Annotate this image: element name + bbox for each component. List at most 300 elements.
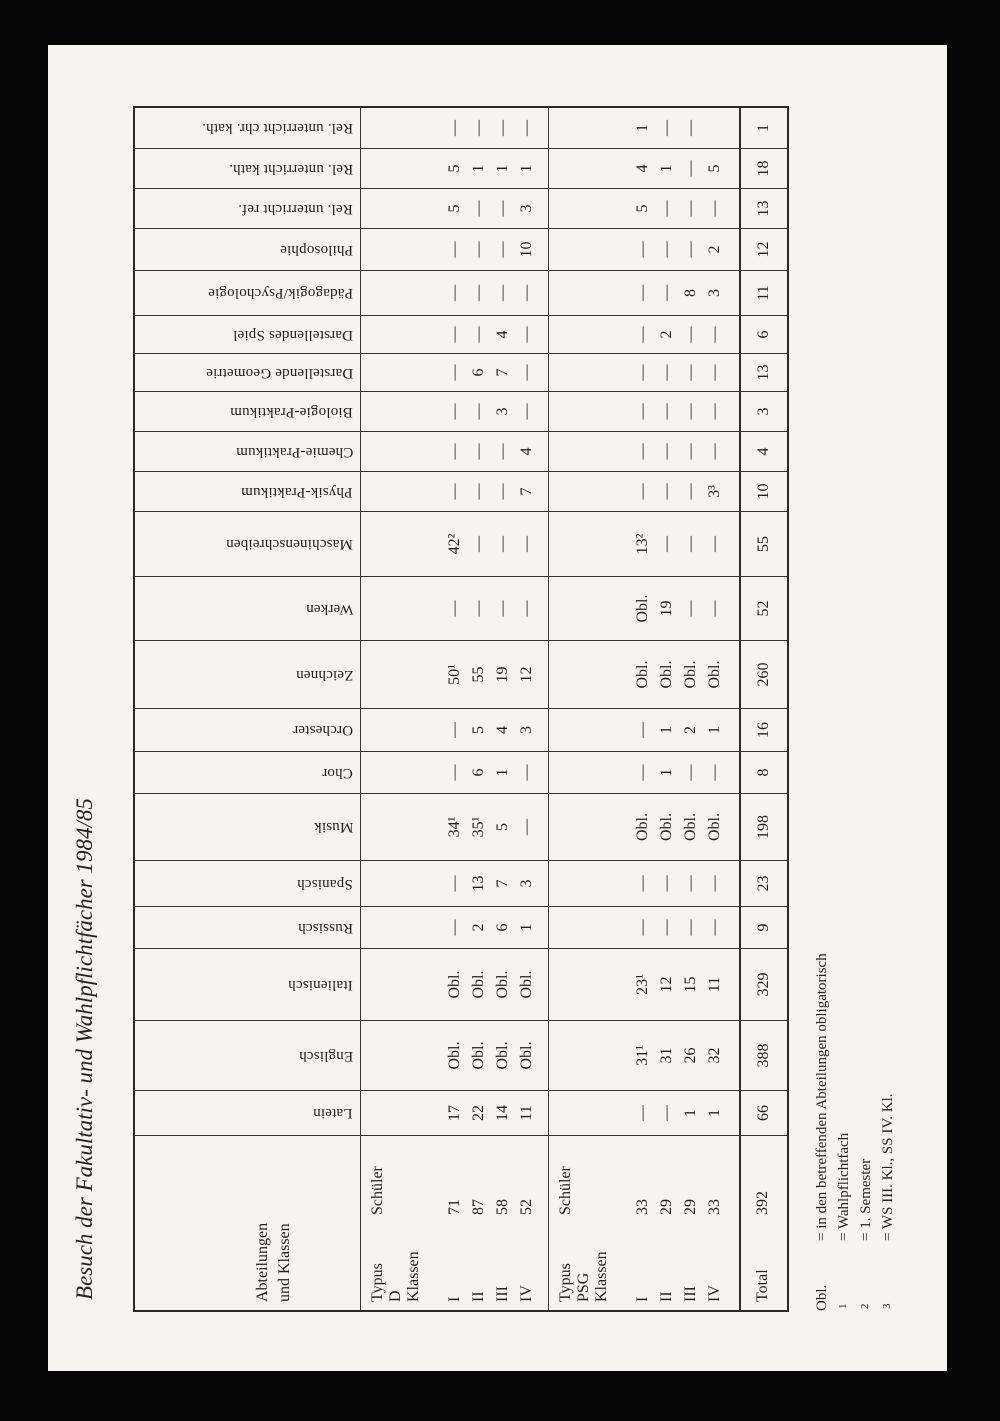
cell-value: 5	[634, 204, 651, 213]
section-line	[369, 1136, 387, 1310]
cell-value: Obl.	[682, 813, 699, 841]
cell-value: —	[682, 160, 699, 177]
cell-value: 6	[470, 768, 487, 777]
footnote-term: 1	[837, 1303, 849, 1309]
cell-value: 1	[658, 164, 675, 173]
cell-value: Obl.	[658, 813, 675, 841]
stub-header	[135, 1135, 361, 1310]
cell-value: —	[682, 241, 699, 258]
class-line	[467, 1136, 491, 1310]
cell-value: 5	[446, 204, 463, 213]
cell-value: 32	[706, 1047, 723, 1064]
cell-value: —	[682, 483, 699, 500]
column-total-value: 198	[755, 815, 772, 839]
column-header-label: Chemie-Praktikum	[235, 444, 353, 460]
value-cell	[361, 948, 549, 1020]
cell-value: Obl.	[518, 970, 535, 999]
column-total	[741, 948, 787, 1020]
cell-value: —	[706, 200, 723, 217]
column-header	[135, 391, 361, 431]
cell-value: —	[518, 364, 535, 381]
cell-value: —	[446, 764, 463, 781]
column-total-value: 13	[755, 200, 772, 217]
cell-value: —	[682, 403, 699, 420]
cell-value: —	[634, 443, 651, 460]
cell-value: 2	[682, 726, 699, 734]
cell-value: —	[634, 241, 651, 258]
cell-value: 10	[518, 241, 535, 258]
klassen-label: Klassen	[593, 1251, 610, 1302]
cell-value: Obl.	[706, 813, 723, 841]
value-cell	[549, 431, 741, 471]
value-cell	[361, 188, 549, 228]
class-line	[679, 1136, 703, 1310]
column-total	[741, 793, 787, 860]
cell-value: Obl.	[494, 1041, 511, 1070]
cell-value: Obl.	[470, 970, 487, 999]
cell-value: —	[682, 120, 699, 136]
spacer	[423, 1136, 443, 1310]
document-page	[48, 45, 947, 1371]
footnote-definition: = WS III. Kl., SS IV. Kl.	[880, 1093, 896, 1241]
cell-value: —	[470, 326, 487, 343]
column-header	[135, 511, 361, 576]
cell-value: 4	[494, 330, 511, 339]
column-header-label: Chor	[322, 765, 353, 781]
column-total	[741, 188, 787, 228]
schueler-label: Schüler	[557, 1166, 574, 1215]
cell-value: —	[658, 483, 675, 500]
value-cell	[361, 1090, 549, 1135]
column-header-label: Orchester	[292, 722, 353, 739]
cell-value: —	[706, 875, 723, 892]
cell-value: —	[634, 483, 651, 500]
section-line	[575, 1136, 593, 1310]
cell-value: —	[658, 536, 675, 552]
value-cell	[361, 708, 549, 751]
value-cell	[549, 948, 741, 1020]
column-total-value: 66	[755, 1105, 772, 1121]
value-cell	[361, 860, 549, 906]
cell-value: 1	[682, 1109, 699, 1117]
column-header	[135, 431, 361, 471]
column-total	[741, 708, 787, 751]
cell-value: —	[658, 403, 675, 420]
cell-value: Obl.	[494, 970, 511, 999]
value-cell	[361, 793, 549, 860]
page-title: Besuch der Fakultativ- und Wahlpflichtfächer 1984/85	[72, 798, 97, 1300]
cell-value: —	[706, 364, 723, 381]
cell-value: 26	[682, 1047, 699, 1064]
cell-value: —	[494, 483, 511, 500]
value-cell	[361, 315, 549, 353]
cell-value: 7	[494, 879, 511, 888]
value-cell	[549, 148, 741, 188]
cell-value: Obl.	[682, 660, 699, 689]
cell-value: —	[494, 443, 511, 460]
column-header	[135, 640, 361, 708]
value-cell	[361, 576, 549, 640]
cell-value: —	[518, 326, 535, 343]
cell-value: —	[634, 285, 651, 301]
cell-value: —	[518, 764, 535, 781]
column-total	[741, 270, 787, 315]
cell-value: 23¹	[634, 974, 651, 995]
column-header	[135, 793, 361, 860]
column-total-value: 11	[755, 285, 772, 301]
column-header-label: Zeichnen	[295, 667, 353, 683]
column-header	[135, 315, 361, 353]
cell-value: —	[494, 241, 511, 258]
cell-value: 55	[470, 666, 487, 683]
cell-value: —	[658, 875, 675, 892]
cell-value: —	[658, 443, 675, 460]
value-cell	[549, 860, 741, 906]
value-cell	[361, 640, 549, 708]
column-total	[741, 391, 787, 431]
value-cell	[549, 188, 741, 228]
klassen-label: Klassen	[405, 1251, 422, 1302]
cell-value: 1	[494, 164, 511, 173]
cell-value: 6	[470, 368, 487, 377]
value-cell	[549, 708, 741, 751]
cell-value: —	[470, 443, 487, 460]
section-line	[593, 1136, 611, 1310]
cell-value: 6	[494, 923, 511, 932]
column-header	[135, 751, 361, 793]
cell-value: Obl.	[446, 1041, 463, 1070]
value-cell	[549, 315, 741, 353]
column-header	[135, 1090, 361, 1135]
section-line	[557, 1136, 575, 1310]
cell-value: 35¹	[470, 816, 487, 838]
column-total-value: 8	[755, 768, 772, 777]
total-label: Total	[754, 1269, 771, 1302]
column-header	[135, 906, 361, 948]
class-line	[703, 1136, 727, 1310]
cell-value: 19	[494, 666, 511, 683]
column-header-label: Maschinenschreiben	[226, 536, 353, 553]
cell-value: —	[658, 200, 675, 217]
value-cell	[549, 228, 741, 270]
cell-value: —	[470, 600, 487, 617]
cell-value: —	[518, 600, 535, 617]
class-line	[655, 1136, 679, 1310]
cell-value: —	[706, 764, 723, 781]
cell-value: 4	[634, 164, 651, 173]
value-cell	[361, 148, 549, 188]
footnote-definition: = in den betreffenden Abteilungen obligatorisch	[814, 953, 830, 1241]
cell-value: 22	[470, 1105, 487, 1121]
cell-value: 1	[658, 726, 675, 734]
column-header	[135, 270, 361, 315]
cell-value: 19	[658, 600, 675, 617]
cell-value: —	[494, 120, 511, 136]
cell-value: 1	[658, 768, 675, 777]
subjects-table	[133, 106, 789, 1312]
column-header-label: Musik	[313, 819, 353, 836]
cell-value: —	[518, 819, 535, 835]
cell-value: 4	[518, 447, 535, 456]
column-total-value: 260	[755, 662, 772, 687]
cell-value: —	[706, 443, 723, 460]
cell-value: 5	[470, 726, 487, 734]
stub-header-text: und Klassen	[276, 1223, 293, 1302]
stub-header-text: Abteilungen	[254, 1222, 271, 1302]
cell-value: 2	[658, 330, 675, 339]
column-total-value: 10	[755, 483, 772, 500]
column-total	[741, 1090, 787, 1135]
value-cell	[361, 270, 549, 315]
cell-value: 14	[494, 1105, 511, 1121]
total-line	[741, 1136, 785, 1310]
stub-header-line	[252, 1136, 274, 1302]
cell-value: —	[470, 285, 487, 301]
cell-value: 3	[518, 879, 535, 888]
cell-value: 3	[706, 289, 723, 297]
column-total-value: 52	[755, 600, 772, 617]
cell-value: 7	[494, 368, 511, 377]
typus-value: PSG	[575, 1272, 592, 1302]
typus-value: D	[387, 1290, 404, 1302]
cell-value: —	[446, 875, 463, 892]
column-header	[135, 471, 361, 511]
column-header-label: Werken	[305, 601, 353, 617]
footnote-term: Obl.	[814, 1284, 830, 1311]
cell-value: —	[446, 285, 463, 301]
cell-value: —	[682, 536, 699, 552]
cell-value: 31¹	[634, 1045, 651, 1066]
class-line	[631, 1136, 655, 1310]
column-total-value: 4	[755, 447, 772, 456]
class-schueler-count: 33	[634, 1199, 651, 1215]
class-line	[443, 1136, 467, 1310]
cell-value: —	[682, 764, 699, 781]
stub-header-line	[274, 1136, 296, 1302]
footnote-term: 2	[859, 1303, 871, 1309]
typus-label: Typus	[557, 1263, 574, 1302]
value-cell	[361, 751, 549, 793]
cell-value: —	[446, 364, 463, 381]
class-line	[515, 1136, 539, 1310]
cell-value: Obl.	[634, 813, 651, 841]
value-cell	[361, 431, 549, 471]
footnote-definition: = Wahlpflichtfach	[836, 1132, 852, 1241]
cell-value: —	[682, 875, 699, 892]
cell-value: —	[634, 403, 651, 420]
cell-value: —	[446, 241, 463, 258]
cell-value: —	[658, 364, 675, 381]
cell-value: Obl.	[518, 1041, 535, 1070]
cell-value: Obl.	[658, 660, 675, 689]
column-total-value: 9	[755, 923, 772, 932]
cell-value: —	[494, 200, 511, 217]
cell-value: 5	[706, 164, 723, 173]
cell-value: —	[446, 919, 463, 936]
cell-value: —	[494, 600, 511, 617]
value-cell	[361, 108, 549, 148]
column-header	[135, 353, 361, 391]
column-total-value: 18	[755, 160, 772, 177]
cell-value: 5	[446, 164, 463, 173]
column-total-value: 55	[755, 536, 772, 552]
column-total-value: 1	[755, 124, 772, 132]
class-schueler-count: 71	[446, 1199, 463, 1215]
cell-value: 4	[494, 726, 511, 734]
class-label: I	[634, 1296, 651, 1302]
cell-value: 1	[706, 726, 723, 734]
cell-value: —	[470, 536, 487, 552]
column-header	[135, 108, 361, 148]
value-cell	[361, 1020, 549, 1090]
cell-value: 31	[658, 1047, 675, 1064]
cell-value: —	[706, 600, 723, 617]
column-header-label: Philosophie	[279, 242, 353, 258]
cell-value: —	[658, 120, 675, 136]
cell-value: —	[634, 364, 651, 381]
value-cell	[361, 353, 549, 391]
cell-value: —	[446, 722, 463, 738]
column-total	[741, 148, 787, 188]
cell-value: —	[470, 403, 487, 420]
column-header-label: Latein	[313, 1105, 353, 1122]
column-total	[741, 228, 787, 270]
column-header-label: Pädagogik/Psychologie	[207, 285, 353, 302]
cell-value: —	[470, 241, 487, 258]
value-cell	[549, 108, 741, 148]
column-total	[741, 353, 787, 391]
cell-value: —	[446, 326, 463, 343]
column-total-value: 16	[755, 722, 772, 738]
cell-value: —	[634, 875, 651, 892]
cell-value: —	[658, 285, 675, 301]
cell-value: 34¹	[446, 816, 463, 838]
section-stub-psg	[549, 1135, 741, 1310]
class-label: III	[494, 1286, 511, 1302]
cell-value: —	[682, 326, 699, 343]
class-label: I	[446, 1296, 463, 1302]
cell-value: —	[658, 1105, 675, 1121]
cell-value: 1	[470, 164, 487, 173]
column-total	[741, 108, 787, 148]
cell-value: —	[446, 120, 463, 136]
cell-value: —	[682, 919, 699, 936]
column-header-label: Biologie-Praktikum	[230, 404, 353, 420]
cell-value: —	[634, 722, 651, 738]
cell-value: —	[634, 919, 651, 936]
cell-value: 3	[494, 407, 511, 416]
value-cell	[361, 511, 549, 576]
column-total-value: 329	[755, 972, 772, 997]
cell-value: —	[446, 600, 463, 617]
value-cell	[361, 471, 549, 511]
cell-value: —	[682, 443, 699, 460]
column-total	[741, 576, 787, 640]
cell-value: —	[634, 326, 651, 343]
cell-value: —	[658, 919, 675, 936]
cell-value: —	[682, 200, 699, 217]
value-cell	[361, 228, 549, 270]
cell-value: Obl.	[634, 594, 651, 623]
cell-value: —	[446, 443, 463, 460]
column-header	[135, 228, 361, 270]
column-total	[741, 315, 787, 353]
cell-value: —	[470, 483, 487, 500]
value-cell	[549, 906, 741, 948]
value-cell	[549, 353, 741, 391]
class-schueler-count: 52	[518, 1199, 535, 1215]
cell-value: 17	[446, 1105, 463, 1121]
value-cell	[549, 1020, 741, 1090]
value-cell	[549, 471, 741, 511]
cell-value: —	[494, 536, 511, 552]
cell-value: Obl.	[446, 970, 463, 999]
cell-value: —	[682, 364, 699, 381]
spacer	[611, 1136, 631, 1310]
class-label: II	[658, 1291, 675, 1302]
value-cell	[549, 511, 741, 576]
cell-value: 3³	[706, 485, 723, 498]
footnote-definition: = 1. Semester	[858, 1158, 874, 1241]
column-header-label: Spanisch	[297, 876, 353, 892]
column-total	[741, 1020, 787, 1090]
cell-value: —	[634, 1105, 651, 1121]
cell-value: —	[518, 120, 535, 136]
value-cell	[549, 391, 741, 431]
value-cell	[549, 640, 741, 708]
cell-value: 2	[706, 245, 723, 254]
column-header-label: Darstellendes Spiel	[232, 327, 353, 343]
class-line	[491, 1136, 515, 1310]
column-total	[741, 860, 787, 906]
cell-value: —	[446, 403, 463, 420]
cell-value: 15	[682, 976, 699, 993]
value-cell	[549, 793, 741, 860]
class-label: III	[682, 1286, 699, 1302]
class-label: IV	[518, 1285, 535, 1302]
column-header-label: Physik-Praktikum	[241, 484, 353, 500]
class-schueler-count: 87	[470, 1199, 487, 1215]
column-header	[135, 860, 361, 906]
column-total	[741, 906, 787, 948]
cell-value: —	[658, 241, 675, 258]
column-header-label: Rel. unterricht kath.	[228, 161, 353, 177]
total-stub	[741, 1135, 787, 1310]
value-cell	[361, 906, 549, 948]
column-header	[135, 188, 361, 228]
cell-value: 12	[518, 666, 535, 683]
section-stub-d	[361, 1135, 549, 1310]
value-cell	[549, 576, 741, 640]
cell-value: 1	[494, 768, 511, 777]
cell-value: 2	[470, 923, 487, 932]
column-total-value: 13	[755, 364, 772, 381]
column-header	[135, 708, 361, 751]
cell-value: 1	[518, 164, 535, 173]
column-header-label: Rel. unterricht ref.	[238, 201, 353, 217]
section-line	[387, 1136, 405, 1310]
value-cell	[361, 391, 549, 431]
column-total	[741, 640, 787, 708]
cell-value: —	[706, 919, 723, 936]
footnote-term: 3	[881, 1303, 893, 1309]
class-label: IV	[706, 1285, 723, 1302]
column-total-value: 388	[755, 1043, 772, 1068]
schueler-label: Schüler	[369, 1166, 386, 1215]
class-label: II	[470, 1291, 487, 1302]
column-header-label: Italienisch	[288, 977, 353, 993]
class-schueler-count: 29	[658, 1199, 675, 1215]
